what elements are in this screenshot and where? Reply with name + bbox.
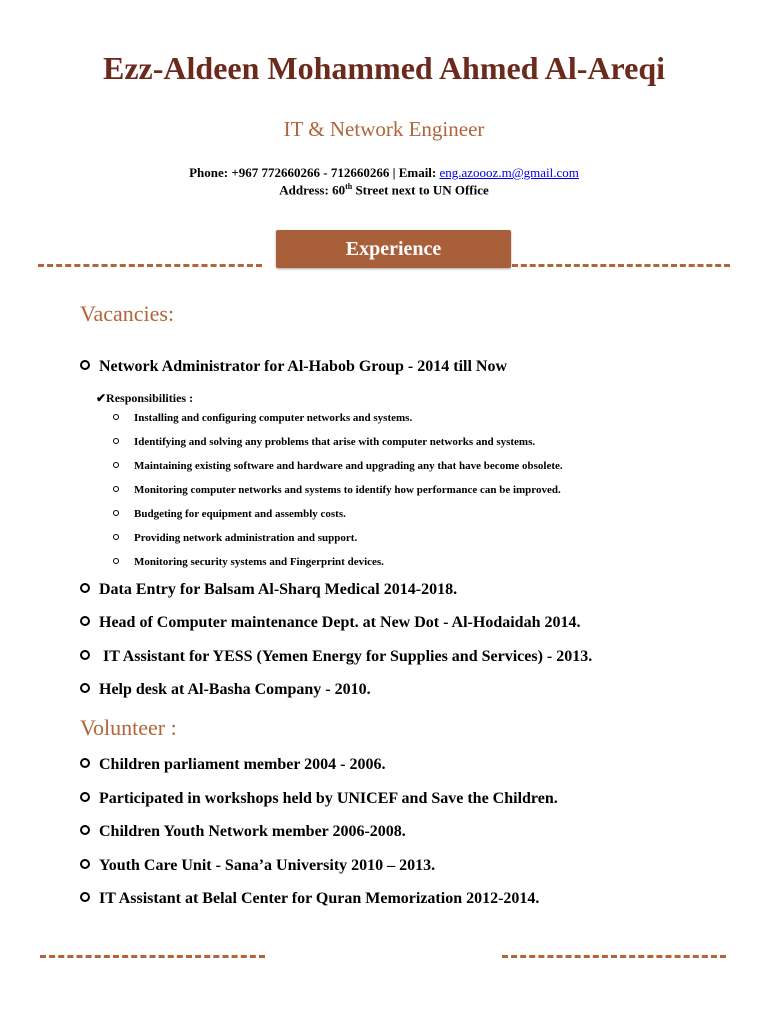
list-item-text: IT Assistant for YESS (Yemen Energy for Supplies and Services) - 2013.: [99, 648, 593, 665]
list-item: [80, 681, 371, 699]
list-item-text: Youth Care Unit - Sana’a University 2010 – 2013.: [99, 857, 436, 874]
responsibilities-label: ✔Responsibilities :: [96, 391, 194, 405]
divider-left: [38, 264, 262, 267]
vacancies-heading: Vacancies:: [80, 301, 175, 326]
list-item-text: IT Assistant at Belal Center for Quran Memorization 2012-2014.: [99, 890, 540, 907]
resume-name: Ezz-Aldeen Mohammed Ahmed Al-Areqi: [102, 50, 666, 86]
list-item-text: Children Youth Network member 2006-2008.: [99, 823, 406, 840]
footer-divider-right: [502, 955, 726, 958]
list-item: [80, 890, 539, 908]
responsibility-item: [113, 556, 384, 568]
list-item-text: Network Administrator for Al-Habob Group - 2014 till Now: [99, 358, 508, 375]
bullet-icon: [80, 758, 90, 768]
responsibility-item: [113, 532, 357, 544]
address-superscript: th: [345, 182, 353, 191]
bullet-icon: [80, 616, 90, 626]
bullet-icon: [113, 534, 119, 540]
responsibility-text: Budgeting for equipment and assembly costs.: [134, 508, 346, 520]
list-item-text: Children parliament member 2004 - 2006.: [99, 756, 386, 773]
list-item: [80, 823, 406, 841]
list-item: [80, 790, 558, 808]
volunteer-heading: Volunteer :: [80, 715, 177, 740]
footer-divider-left: [40, 955, 265, 958]
bullet-icon: [80, 825, 90, 835]
responsibility-text: Monitoring security systems and Fingerprint devices.: [134, 556, 384, 568]
address-line: [0, 182, 768, 198]
bullet-icon: [80, 360, 90, 370]
contact-line: [0, 165, 768, 181]
address-suffix: Street next to UN Office: [352, 182, 489, 198]
bullet-icon: [113, 486, 119, 492]
list-item-text: Participated in workshops held by UNICEF and Save the Children.: [99, 790, 558, 807]
responsibility-item: [113, 412, 412, 424]
list-item-text: Data Entry for Balsam Al-Sharq Medical 2014-2018.: [99, 581, 458, 598]
bullet-icon: [113, 462, 119, 468]
phone-text: Phone: +967 772660266 - 712660266 | Email:: [189, 165, 440, 180]
bullet-icon: [80, 892, 90, 902]
experience-banner: Experience: [276, 230, 511, 268]
list-item-text: Head of Computer maintenance Dept. at New Dot - Al-Hodaidah 2014.: [99, 614, 581, 631]
list-item: [80, 756, 386, 774]
list-item: [80, 857, 435, 875]
bullet-icon: [80, 683, 90, 693]
list-item: [80, 648, 592, 666]
bullet-icon: [80, 583, 90, 593]
job-title: IT & Network Engineer: [283, 117, 485, 141]
bullet-icon: [113, 510, 119, 516]
bullet-icon: [113, 414, 119, 420]
responsibility-item: [113, 484, 561, 496]
bullet-icon: [80, 859, 90, 869]
list-item: [80, 358, 507, 376]
responsibility-text: Identifying and solving any problems that arise with computer networks and systems.: [134, 436, 536, 448]
responsibility-item: [113, 460, 563, 472]
list-item-text: Help desk at Al-Basha Company - 2010.: [99, 681, 371, 698]
divider-right: [512, 264, 730, 267]
responsibility-item: [113, 436, 535, 448]
bullet-icon: [113, 558, 119, 564]
responsibility-item: [113, 508, 346, 520]
responsibility-text: Monitoring computer networks and systems to identify how performance can be improved.: [134, 484, 561, 496]
responsibility-text: Maintaining existing software and hardware and upgrading any that have become obsolete.: [134, 460, 563, 472]
list-item: [80, 581, 457, 599]
responsibility-text: Providing network administration and support.: [134, 532, 358, 544]
address-prefix: Address: 60: [279, 182, 346, 198]
email-link[interactable]: eng.azoooz.m@gmail.com: [439, 165, 579, 180]
bullet-icon: [80, 792, 90, 802]
responsibility-text: Installing and configuring computer networks and systems.: [134, 412, 413, 424]
list-item: [80, 614, 580, 632]
bullet-icon: [113, 438, 119, 444]
bullet-icon: [80, 650, 90, 660]
